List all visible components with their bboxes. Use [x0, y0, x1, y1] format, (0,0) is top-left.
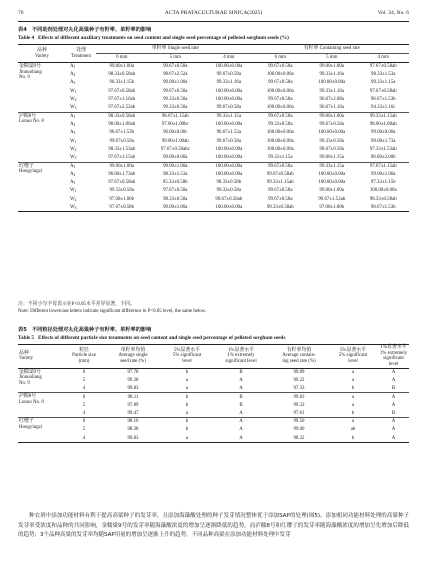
table4: [18, 44, 409, 212]
table4-value-cell: 99.67±0.58ab: [266, 171, 294, 177]
table4-value-cell: 97.67±0.58abc: [160, 146, 190, 152]
table4-value-cell: 98.00±1.00ab: [369, 121, 397, 127]
table4-value-cell: 96.67±1.53a: [216, 130, 242, 136]
table5-value-cell: a: [351, 394, 355, 400]
table5-value-cell: B: [239, 369, 243, 375]
table4-variety-cell: 泸糯8号 Lunuo No. 8: [19, 113, 44, 125]
table4-value-cell: 99.67±0.58a: [216, 105, 242, 111]
table4-treatment-cell: $W_2$: [70, 146, 77, 152]
table5-value-cell: 6: [82, 369, 86, 375]
table4-size-head: 4 mm: [223, 55, 235, 61]
table4-value-cell: 96.33±1.15b: [109, 80, 135, 86]
table5-head-cell: 5%显著水平 5% significant level: [172, 347, 202, 365]
table4-value-cell: 98.67±0.58a: [319, 146, 344, 152]
table4-value-cell: 99.00±1.00a: [319, 188, 344, 194]
table4-value-cell: 100.00±0.00a: [215, 146, 243, 152]
table4-head-single: 单籽率 Single seed rate: [96, 45, 255, 54]
table5-value-cell: A: [239, 385, 243, 391]
table4-treatment-cell: $A_1$: [70, 113, 76, 119]
table4-row: [18, 104, 409, 112]
table4-row: [18, 129, 409, 137]
table4-value-cell: 99.67±0.58ab: [215, 196, 243, 202]
table5-value-cell: a: [351, 369, 355, 375]
table4-value-cell: 99.00±1.00a: [371, 171, 396, 177]
table4-treatment-cell: $A_1$: [70, 163, 76, 169]
table4-row: [18, 79, 409, 87]
table4-value-cell: 97.67±0.58ab: [369, 64, 397, 70]
table4-value-cell: 98.00±1.00ab: [108, 121, 136, 127]
table5-value-cell: b: [185, 419, 189, 425]
table4-value-cell: 99.67±0.58a: [216, 138, 242, 144]
table4-row: [18, 170, 409, 178]
table4-row: [18, 187, 409, 195]
table4-value-cell: 98.33±1.53ab: [108, 146, 136, 152]
table4-value-cell: 100.00±0.00a: [318, 130, 346, 136]
table4-value-cell: 100.00±0.00a: [369, 188, 397, 194]
table5-value-cell: B: [391, 410, 396, 416]
table5-row: [18, 368, 409, 376]
table4-value-cell: 99.00±0.00a: [371, 130, 396, 136]
table4-row: [18, 162, 409, 170]
table5-value-cell: 99.47: [127, 410, 139, 416]
table4-row: [18, 87, 409, 95]
table4-treatment-cell: $W_3$: [70, 204, 77, 210]
table5-value-cell: 99.89: [293, 369, 305, 375]
table5-row: [18, 434, 409, 442]
table5-value-cell: A: [239, 377, 243, 383]
table5-head-cell: 1%显著水平 1% extremely significant level: [225, 347, 257, 365]
table4-treatment-cell: $A_3$: [70, 130, 76, 136]
table5-head-cell: 品种 Variety: [19, 350, 34, 362]
table5-value-cell: 97.33: [293, 385, 305, 391]
table5-value-cell: a: [185, 410, 189, 416]
table5-label: Table 5: [18, 335, 35, 341]
table5-value-cell: 98.22: [293, 435, 305, 441]
table5-value-cell: 6: [82, 394, 86, 400]
table4-row: [18, 204, 409, 212]
table5-value-cell: a: [351, 402, 355, 408]
table4-value-cell: 99.33±1.15a: [216, 113, 242, 119]
table4-value-cell: 99.67±0.58a: [216, 72, 242, 78]
table4-value-cell: 99.33±1.16a: [319, 88, 344, 94]
table5-head-cell: 1%显著水平 1% extremely significant level: [379, 345, 408, 367]
table4-value-cell: 97.67±0.58a: [163, 188, 188, 194]
table5-value-cell: 5: [82, 402, 86, 408]
table4-row: [18, 121, 409, 129]
table4-treatment-cell: $W_3$: [70, 105, 77, 111]
table4-head-containing: 有籽率 Containing seed rate: [255, 45, 409, 54]
table4-value-cell: 100.00±0.00a: [318, 171, 346, 177]
table5-row: [18, 410, 409, 418]
table4-value-cell: 98.67±2.52a: [163, 72, 188, 78]
table5-value-cell: A: [239, 435, 243, 441]
table5-variety-cell: 金糯粱9号 Jinnuoliang No. 9: [19, 369, 42, 386]
table5-value-cell: 98.11: [127, 394, 139, 400]
table4-value-cell: 100.00±0.00a: [215, 204, 243, 210]
table5: [18, 344, 409, 443]
table4-value-cell: 100.00±0.00a: [215, 154, 243, 160]
table5-value-cell: B: [391, 385, 396, 391]
table5-value-cell: 4: [82, 385, 86, 391]
table4-value-cell: 100.00±0.00a: [266, 105, 294, 111]
table5-variety-cell: 泸糯8号 Lunuo No. 8: [19, 394, 44, 406]
table5-caption-cn: 表5 不同粒径处理对丸化高粱种子有籽率、单籽率的影响: [18, 327, 152, 333]
table4-value-cell: 99.33±0.58a: [163, 97, 188, 103]
table4-label: Table 4: [18, 35, 35, 41]
table4-value-cell: 99.33±1.15ab: [266, 179, 294, 185]
table4-value-cell: 99.33±0.58a: [109, 188, 134, 194]
table5-value-cell: 99.22: [293, 377, 305, 383]
table4-value-cell: 97.67±0.58b: [109, 204, 135, 210]
table4-value-cell: 99.67±0.58a: [268, 64, 293, 70]
table4-value-cell: 99.67±0.58a: [163, 64, 188, 70]
table4-value-cell: 98.33±0.58b: [216, 179, 242, 185]
table4-treatment-cell: $A_1$: [70, 64, 76, 70]
table4-value-cell: 99.33±0.58a: [268, 121, 293, 127]
table5-value-cell: A: [239, 410, 243, 416]
table4-value-cell: 100.00±0.00a: [266, 146, 294, 152]
table4-treatment-cell: $A_3$: [70, 80, 76, 86]
table4-value-cell: 99.33±0.58ab: [266, 204, 294, 210]
table5-value-cell: b: [351, 435, 355, 441]
table5-value-cell: a: [185, 435, 189, 441]
table4-value-cell: 98.33±1.53a: [163, 171, 188, 177]
table5-value-cell: A: [391, 435, 396, 441]
table4-value-cell: 99.33±1.16a: [216, 80, 242, 86]
table4-value-cell: 97.33±1.15b: [370, 179, 396, 185]
table5-value-cell: 99.28: [127, 377, 139, 383]
table4-value-cell: 99.00±1.00a: [109, 64, 134, 70]
table5-value-cell: b: [185, 427, 189, 433]
table5-value-cell: A: [391, 369, 396, 375]
table4-value-cell: 99.33±0.58a: [216, 188, 242, 194]
table4-value-cell: 98.33±1.53a: [371, 72, 396, 78]
table4-value-cell: 99.67±0.58a: [268, 80, 293, 86]
table4-value-cell: 98.33±0.58a: [163, 196, 188, 202]
table5-value-cell: 5: [82, 427, 86, 433]
table5-caption-en: [18, 335, 285, 341]
table4-value-cell: 99.67±0.58a: [163, 88, 188, 94]
table4-value-cell: 96.67±2.08a: [319, 97, 344, 103]
table4-value-cell: 100.00±0.00a: [266, 138, 294, 144]
table4-treatment-cell: $A_2$: [70, 72, 76, 78]
table4-value-cell: 99.67±0.58a: [268, 163, 293, 169]
table4-value-cell: 97.00±1.00bc: [161, 121, 189, 127]
table5-head-cell: 5%显著水平 5% significant level: [338, 347, 368, 365]
table4-value-cell: 98.67±1.15ab: [161, 113, 189, 119]
table4-value-cell: 99.00±1.00a: [319, 113, 344, 119]
table4-treatment-cell: $W_2$: [70, 196, 77, 202]
table5-row: [18, 393, 409, 401]
table4-value-cell: 97.00±1.00b: [109, 196, 135, 202]
table4-row: [18, 154, 409, 162]
table4-row: [18, 96, 409, 104]
table4-value-cell: 99.00±1.00a: [163, 80, 188, 86]
table5-value-cell: b: [185, 402, 189, 408]
table5-value-cell: 98.10: [127, 419, 139, 425]
table4-value-cell: 100.00±0.00a: [266, 88, 294, 94]
table4-value-cell: 99.00±1.00a: [163, 163, 188, 169]
table4-head-variety: 品种 Variety: [18, 45, 66, 63]
table5-value-cell: 5: [82, 377, 86, 383]
body-paragraph: 种衣剂中添加功能材料有利于提高高粱种子的发芽率，且添加海藻酸处理的种子发芽情况整体优于添加SAP的处理(图5)。添加相同功能材料处理的高粱种子发芽率受浓度和品种的共同影响，金糯粱9号的发芽率随海藻酸浓度的增加呈逐渐降低的趋势，而泸糯8号和红缨子的发芽率随海藻酸浓度的增加呈先增加后降低的趋势；3个品种高粱的发芽率均随SAP用量的增加呈逐渐上升的趋势。不同品种高粱在添加功能材料处理中发芽: [18, 513, 409, 538]
table4-treatment-cell: $A_3$: [70, 179, 76, 185]
table4-value-cell: 99.67±0.58a: [109, 138, 134, 144]
table4-value-cell: 97.67±0.58ab: [108, 88, 136, 94]
header-rule: [18, 21, 409, 22]
table4-value-cell: 99.67±0.58a: [319, 121, 344, 127]
table4-size-head: 4 mm: [377, 55, 389, 61]
table5-value-cell: A: [391, 394, 396, 400]
table4-row: [18, 63, 409, 71]
table5-value-cell: 99.83: [127, 385, 139, 391]
table5-value-cell: 97.89: [127, 402, 139, 408]
table4-value-cell: 99.33±1.15a: [268, 154, 293, 160]
table4-row: [18, 145, 409, 153]
table5-value-cell: a: [351, 377, 355, 383]
table5-value-cell: A: [391, 402, 396, 408]
table4-value-cell: 100.00±0.00a: [266, 130, 294, 136]
table4-value-cell: 99.00±1.00a: [319, 64, 344, 70]
table5-value-cell: A: [239, 427, 243, 433]
table4-row: [18, 112, 409, 120]
table5-value-cell: 4: [82, 410, 86, 416]
table4-value-cell: 99.33±1.15ab: [369, 113, 397, 119]
page-header: [18, 10, 409, 20]
journal-title: ACTA PRATACULTURAE SINICA(2025): [164, 10, 263, 16]
table4-value-cell: 100.00±0.00a: [318, 80, 346, 86]
table4-value-cell: 97.00±1.00b: [319, 204, 345, 210]
table4-value-cell: 96.00±1.73ab: [108, 171, 136, 177]
table4-value-cell: 95.33±0.58b: [162, 179, 188, 185]
table4-value-cell: 100.00±0.00a: [266, 72, 294, 78]
table4-value-cell: 98.33±0.58ab: [108, 113, 136, 119]
table4-row: [18, 71, 409, 79]
table5-value-cell: b: [351, 410, 355, 416]
table4-note-en: Note: Different lowercase letters indicate significant difference in P<0.05 level, the same below.: [18, 309, 207, 314]
table5-value-cell: 4: [82, 435, 86, 441]
table5-value-cell: 99.83: [127, 435, 139, 441]
volume-info: Vol. 34, No. 6: [377, 10, 409, 16]
table4-value-cell: 99.00±1.00ab: [161, 138, 189, 144]
table4-value-cell: 99.67±0.58a: [268, 113, 293, 119]
table4-value-cell: 99.00±1.73a: [371, 138, 396, 144]
table5-value-cell: B: [239, 402, 243, 408]
table4-value-cell: 99.67±1.53ab: [318, 196, 346, 202]
page-number: 76: [18, 10, 24, 16]
table4-value-cell: 99.33±1.15a: [319, 163, 344, 169]
table4-value-cell: 100.00±0.00a: [215, 64, 243, 70]
table4-treatment-cell: $W_3$: [70, 154, 77, 160]
table4-head-treatment: 处理 Treatment: [66, 45, 96, 63]
table4-value-cell: 97.67±1.15ab: [369, 163, 397, 169]
table4-value-cell: 94.33±1.16c: [371, 105, 396, 111]
table4-treatment-cell: $W_1$: [70, 88, 77, 94]
table5-value-cell: 99.33: [293, 402, 305, 408]
table5-row: [18, 376, 409, 384]
table5-head-cell: 粒径 Particle size (mm): [72, 347, 96, 365]
table4-size-head: 5 mm: [326, 55, 338, 61]
table5-row: [18, 401, 409, 409]
table5-value-cell: 97.78: [127, 369, 139, 375]
table4-value-cell: 100.00±0.00a: [215, 171, 243, 177]
table5-value-cell: A: [239, 419, 243, 425]
table4-value-cell: 99.67±0.58a: [268, 188, 293, 194]
table4-value-cell: 96.67±1.53b: [370, 97, 396, 103]
table4-value-cell: 99.67±0.58a: [268, 196, 293, 202]
table4-treatment-cell: $A_2$: [70, 121, 76, 127]
table4-value-cell: 100.00±0.00a: [318, 179, 346, 185]
table4-treatment-cell: $W_1$: [70, 188, 77, 194]
table4-value-cell: 99.33±0.58a: [319, 138, 344, 144]
table5-row: [18, 426, 409, 434]
table5-value-cell: 99.00: [293, 427, 305, 433]
table4-value-cell: 100.00±0.00a: [215, 97, 243, 103]
table4-value-cell: 99.67±0.58a: [268, 97, 293, 103]
table5-value-cell: 6: [82, 419, 86, 425]
table4-row: [18, 137, 409, 145]
table5-value-cell: a: [351, 419, 355, 425]
table4-value-cell: 100.00±0.00a: [215, 163, 243, 169]
table5-value-cell: A: [391, 427, 396, 433]
table4-value-cell: 96.67±1.53b: [370, 204, 396, 210]
table5-head-cell: 有籽率均值 Average contain- ing seed rate (%): [282, 347, 316, 365]
table4-variety-cell: 红缨子 Hongyingzi: [19, 163, 43, 175]
table5-value-cell: 99.83: [293, 394, 305, 400]
table4-value-cell: 96.67±1.53b: [109, 130, 135, 136]
table4-value-cell: 99.00±0.00a: [163, 154, 188, 160]
table4-row: [18, 179, 409, 187]
table4-value-cell: 97.33±1.53ab: [369, 146, 397, 152]
table5-value-cell: ab: [350, 427, 356, 433]
table5-head-cell: 单籽率均值 Average single seed rate (%): [118, 347, 148, 365]
table4-caption-text: Effects of different auxiliary treatments on seed content and single seed percentage of pelleted sorghum seeds (%): [38, 35, 289, 41]
table5-value-cell: b: [351, 385, 355, 391]
table4-value-cell: 98.33±0.58ab: [108, 72, 136, 78]
table5-value-cell: A: [391, 377, 396, 383]
table5-value-cell: A: [391, 419, 396, 425]
table4-treatment-cell: $W_2$: [70, 97, 77, 103]
table4-value-cell: 98.33±0.58ab: [369, 196, 397, 202]
table4-row: [18, 195, 409, 203]
table4-size-head: 5 mm: [169, 55, 181, 61]
table4-caption-en: [18, 35, 289, 41]
table4-value-cell: 97.67±0.58ab: [108, 179, 136, 185]
table5-value-cell: 97.61: [293, 410, 305, 416]
table4-value-cell: 99.33±1.15a: [371, 80, 396, 86]
table4-value-cell: 99.00±1.00a: [109, 163, 134, 169]
table4-treatment-cell: $A_2$: [70, 171, 76, 177]
table4-value-cell: 100.00±0.00a: [215, 121, 243, 127]
table4-variety-cell: 金糯粱9号 Jinnuoliang No. 9: [19, 64, 42, 81]
table4-value-cell: 97.67±1.16ab: [108, 97, 136, 103]
table4-note-cn: 注：不同小写字母表示在P<0.05水平差异显著，下同。: [18, 302, 135, 307]
table5-variety-cell: 红缨子 Hongyingzi: [19, 419, 43, 430]
table5-row: [18, 418, 409, 426]
table5-value-cell: 99.50: [293, 419, 305, 425]
table4-value-cell: 100.00±0.00a: [215, 88, 243, 94]
table4-value-cell: 96.67±1.16a: [319, 105, 344, 111]
table4-value-cell: 96.00±2.00b: [370, 154, 396, 160]
table4-value-cell: 99.00±1.15a: [319, 154, 344, 160]
table5-value-cell: b: [185, 369, 189, 375]
table4-caption-cn: 表4 不同助剂处理对丸化高粱种子有籽率、单籽率的影响: [18, 27, 152, 33]
table4-value-cell: 99.33±1.16a: [319, 72, 344, 78]
table5-caption-text: Effects of different particle size treatments on seed content and single seed percentage of pelleted sorghum seeds: [38, 335, 286, 341]
table5-value-cell: 98.28: [127, 427, 139, 433]
table5-value-cell: b: [185, 394, 189, 400]
table4-value-cell: 99.00±1.00a: [163, 204, 188, 210]
table4-value-cell: 97.67±0.58ab: [369, 88, 397, 94]
table5-value-cell: a: [185, 385, 189, 391]
table5-value-cell: B: [239, 394, 243, 400]
table4-value-cell: 97.67±1.15ab: [108, 154, 136, 160]
table4-treatment-cell: $W_1$: [70, 138, 77, 144]
table4-value-cell: 96.00±0.00c: [163, 130, 188, 136]
table5-value-cell: a: [185, 377, 189, 383]
table4-size-head: 6 mm: [116, 55, 128, 61]
table4-size-head: 6 mm: [274, 55, 286, 61]
table5-row: [18, 385, 409, 393]
table4-value-cell: 97.67±2.52ab: [108, 105, 136, 111]
table4-value-cell: 99.33±0.58a: [163, 105, 188, 111]
